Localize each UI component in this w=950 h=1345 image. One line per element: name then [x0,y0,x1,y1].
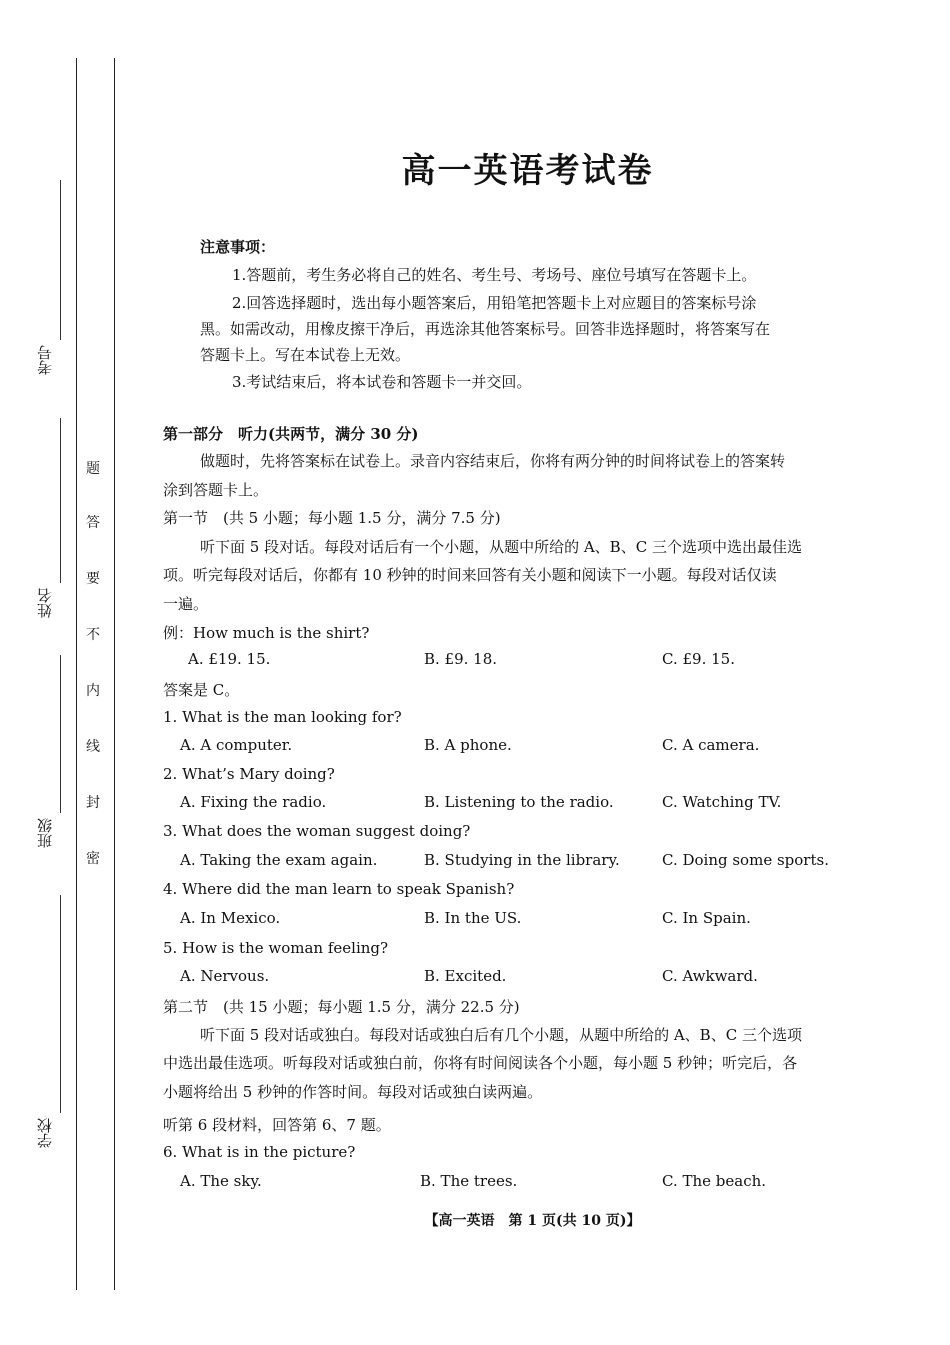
page-title: 高一英语考试卷 [401,151,654,191]
binding-line-inner [114,58,115,1290]
seal-char: 线 [86,739,100,755]
school-blank[interactable] [60,895,61,1113]
seal-char: 内 [86,683,100,699]
page-footer: 【高一英语 第 1 页(共 10 页)】 [424,1213,641,1229]
school-label: 学校 [36,1118,54,1148]
section1-instruction: 听下面 5 段对话。每段对话后有一个小题，从题中所给的 A、B、C 三个选项中选出最佳选 [200,538,802,556]
answer-option: B. Listening to the radio. [424,793,614,811]
answer-option: A. In Mexico. [180,909,281,927]
section1-heading: 第一节 (共 5 小题；每小题 1.5 分，满分 7.5 分) [163,509,501,527]
material-note: 听第 6 段材料，回答第 6、7 题。 [163,1116,391,1134]
notice-line: 1.答题前，考生务必将自己的姓名、考生号、考场号、座位号填写在答题卡上。 [232,266,757,284]
answer-option: B. Excited. [424,967,507,985]
section2-instruction: 中选出最佳选项。听每段对话或独白前，你将有时间阅读各个小题，每小题 5 秒钟；听完后，各 [163,1054,798,1072]
notice-heading: 注意事项： [200,238,276,256]
answer-option: A. A computer. [180,736,293,754]
name-blank[interactable] [60,418,61,583]
example-option: A. £19. 15. [188,650,271,668]
answer-option: B. Studying in the library. [424,851,620,869]
section2-heading: 第二节 (共 15 小题；每小题 1.5 分，满分 22.5 分) [163,998,520,1016]
question-stem: 1. What is the man looking for? [163,708,402,726]
answer-option: B. The trees. [420,1172,518,1190]
seal-char: 要 [86,571,100,587]
question-stem: 2. What’s Mary doing? [163,765,335,783]
part1-heading: 第一部分 听力(共两节，满分 30 分) [163,425,419,443]
answer-option: B. In the US. [424,909,522,927]
seal-char: 封 [86,795,100,811]
notice-line: 答题卡上。写在本试卷上无效。 [200,346,411,364]
question-stem: 4. Where did the man learn to speak Spanish? [163,880,515,898]
class-blank[interactable] [60,655,61,813]
example-question: 例：How much is the shirt? [163,624,370,642]
answer-option: C. Awkward. [662,967,758,985]
seal-char: 答 [86,515,100,531]
answer-option: C. Watching TV. [662,793,782,811]
answer-option: C. Doing some sports. [662,851,829,869]
answer-option: A. Fixing the radio. [180,793,327,811]
section1-instruction: 一遍。 [163,595,209,613]
answer-option: C. The beach. [662,1172,767,1190]
answer-option: A. Taking the exam again. [180,851,378,869]
example-option: B. £9. 18. [424,650,498,668]
notice-line: 黑。如需改动，用橡皮擦干净后，再选涂其他答案标号。回答非选择题时，将答案写在 [200,320,771,338]
notice-line: 3.考试结束后，将本试卷和答题卡一并交回。 [232,373,532,391]
name-label: 姓名 [36,588,54,618]
class-label: 班级 [36,818,54,848]
answer-option: C. In Spain. [662,909,751,927]
answer-option: A. The sky. [180,1172,262,1190]
question-stem: 6. What is in the picture? [163,1143,356,1161]
question-stem: 3. What does the woman suggest doing? [163,822,471,840]
part1-instruction: 做题时，先将答案标在试卷上。录音内容结束后，你将有两分钟的时间将试卷上的答案转 [200,452,786,470]
question-stem: 5. How is the woman feeling? [163,939,389,957]
section2-instruction: 小题将给出 5 秒钟的作答时间。每段对话或独白读两遍。 [163,1083,543,1101]
part1-instruction: 涂到答题卡上。 [163,481,269,499]
exam-number-blank[interactable] [60,180,61,340]
seal-char: 不 [86,627,100,643]
example-option: C. £9. 15. [662,650,735,668]
section1-instruction: 项。听完每段对话后，你都有 10 秒钟的时间来回答有关小题和阅读下一小题。每段对话仅读 [163,566,777,584]
answer-option: A. Nervous. [180,967,270,985]
exam-number-label: 考号 [36,345,54,375]
notice-line: 2.回答选择题时，选出每小题答案后，用铅笔把答题卡上对应题目的答案标号涂 [232,294,757,312]
answer-option: B. A phone. [424,736,512,754]
example-answer: 答案是 C。 [163,681,240,699]
seal-char: 密 [86,851,100,867]
section2-instruction: 听下面 5 段对话或独白。每段对话或独白后有几个小题，从题中所给的 A、B、C 三个选项 [200,1026,802,1044]
binding-line-outer [76,58,77,1290]
answer-option: C. A camera. [662,736,760,754]
seal-char: 题 [86,461,100,477]
